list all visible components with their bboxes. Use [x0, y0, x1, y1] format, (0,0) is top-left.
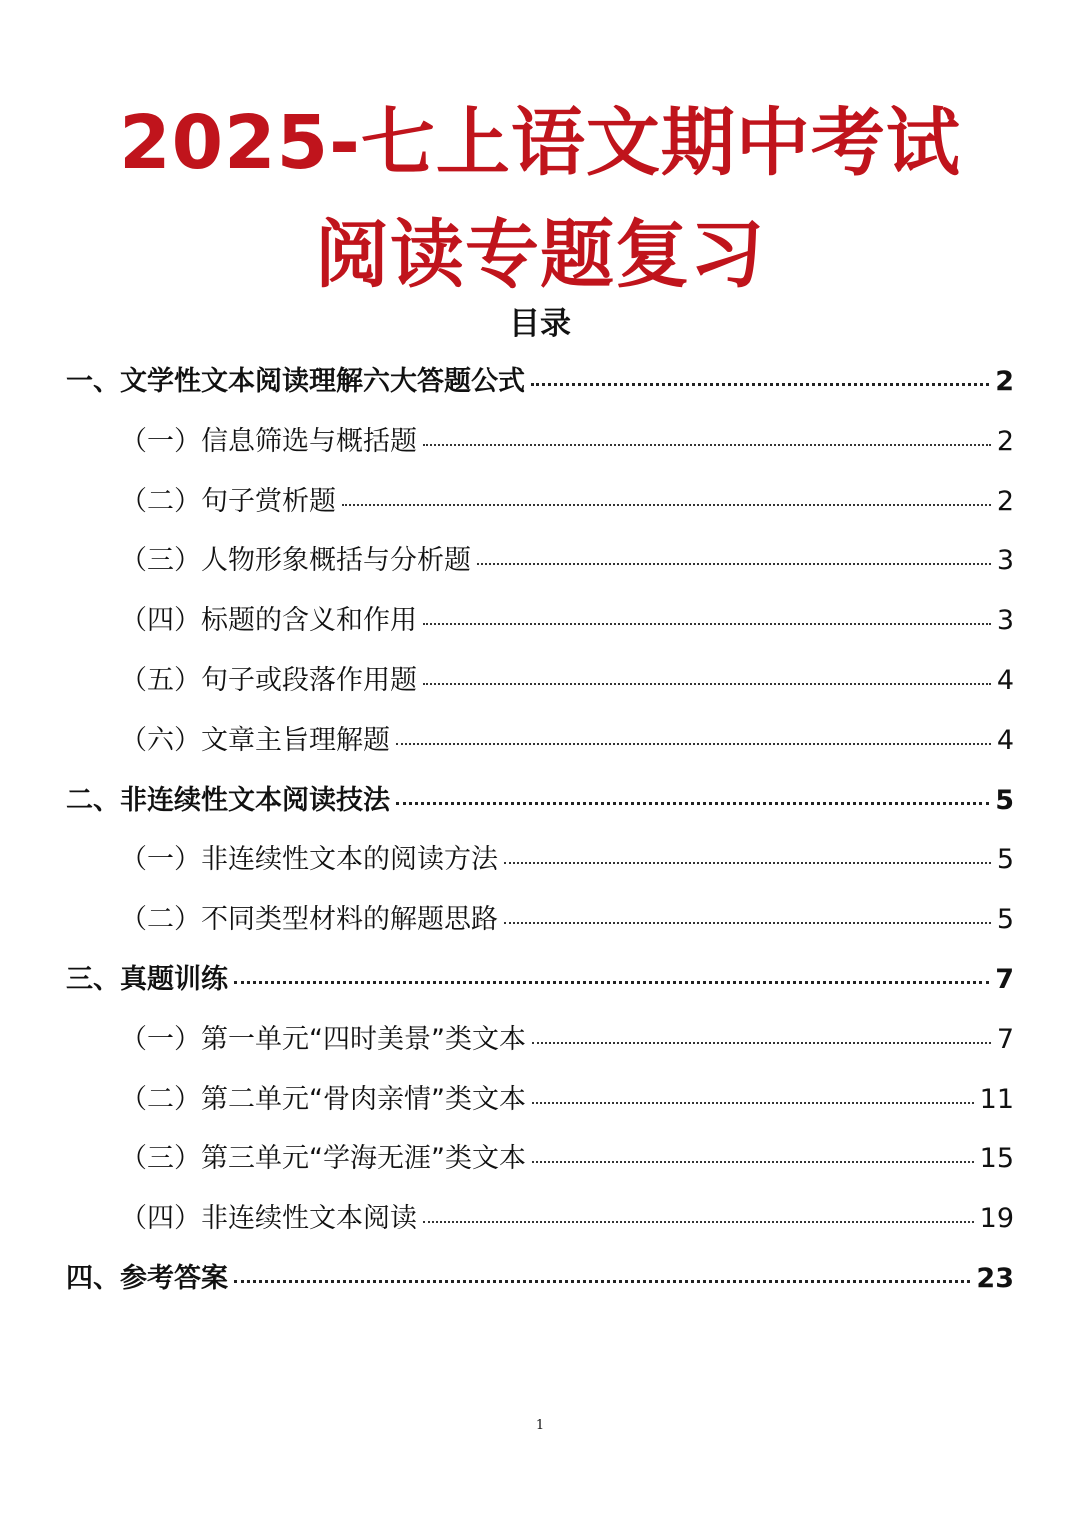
- toc-entry-text: （四）非连续性文本阅读: [120, 1203, 417, 1235]
- toc-entry-text: （二）第二单元“骨肉亲情”类文本: [120, 1083, 526, 1115]
- toc-entry-subsection[interactable]: [66, 830, 1014, 890]
- toc-entry-page: 7: [996, 1023, 1014, 1055]
- toc-entry-subsection[interactable]: [66, 531, 1014, 591]
- dot-leader: [234, 1280, 970, 1283]
- toc-entry-text: （三）第三单元“学海无涯”类文本: [120, 1143, 526, 1175]
- toc-entry-text: 一、文学性文本阅读理解六大答题公式: [66, 366, 525, 397]
- toc-entry-text: 四、参考答案: [66, 1262, 228, 1294]
- toc-entry-section-4[interactable]: [66, 1249, 1014, 1309]
- dot-leader: [504, 922, 991, 924]
- dot-leader: [423, 1221, 974, 1223]
- dot-leader: [531, 383, 989, 386]
- toc-entry-page: 5: [996, 844, 1014, 876]
- dot-leader: [234, 981, 989, 984]
- toc-entry-page: 2: [996, 485, 1014, 517]
- toc-entry-page: 5: [996, 904, 1014, 936]
- dot-leader: [532, 1161, 974, 1163]
- toc-entry-text: 三、真题训练: [66, 963, 228, 995]
- toc-entry-page: 23: [976, 1262, 1014, 1294]
- toc-entry-page: 3: [996, 545, 1014, 577]
- toc-entry-page: 7: [995, 963, 1014, 995]
- toc-entry-section-1[interactable]: [66, 352, 1014, 412]
- dot-leader: [423, 683, 991, 685]
- toc-entry-text: （一）非连续性文本的阅读方法: [120, 844, 498, 876]
- toc-entry-page: 4: [996, 664, 1014, 696]
- toc-entry-text: （四）标题的含义和作用: [120, 605, 417, 637]
- toc-entry-section-3[interactable]: [66, 950, 1014, 1010]
- document-title-line-2: 阅读专题复习: [315, 212, 765, 298]
- document-title-line-1: 2025-七上语文期中考试: [119, 100, 961, 186]
- dot-leader: [396, 802, 989, 805]
- dot-leader: [532, 1042, 991, 1044]
- toc-heading: 目录: [509, 306, 571, 342]
- dot-leader: [423, 444, 991, 446]
- toc-entry-text: 二、非连续性文本阅读技法: [66, 784, 390, 816]
- dot-leader: [423, 623, 991, 625]
- toc-entry-page: 4: [996, 724, 1014, 756]
- toc-entry-section-2[interactable]: [66, 771, 1014, 831]
- toc-entry-page: 2: [996, 425, 1014, 457]
- toc-entry-subsection[interactable]: [66, 890, 1014, 950]
- toc-entry-page: 3: [996, 605, 1014, 637]
- toc-entry-page: 19: [979, 1203, 1014, 1235]
- toc-entry-text: （三）人物形象概括与分析题: [120, 545, 471, 577]
- toc-entry-text: （二）句子赏析题: [120, 485, 336, 517]
- toc-entry-text: （五）句子或段落作用题: [120, 664, 417, 696]
- toc-entry-subsection[interactable]: [66, 1010, 1014, 1070]
- toc-entry-subsection[interactable]: [66, 1070, 1014, 1130]
- toc-entry-text: （二）不同类型材料的解题思路: [120, 904, 498, 936]
- toc-entry-page: 15: [979, 1143, 1014, 1175]
- toc-entry-subsection[interactable]: [66, 591, 1014, 651]
- toc-entry-subsection[interactable]: [66, 412, 1014, 472]
- table-of-contents: [66, 352, 1014, 1309]
- toc-entry-text: （一）信息筛选与概括题: [120, 425, 417, 457]
- toc-entry-subsection[interactable]: [66, 1129, 1014, 1189]
- toc-entry-page: 5: [995, 784, 1014, 816]
- toc-entry-subsection[interactable]: [66, 472, 1014, 532]
- toc-entry-page: 2: [995, 366, 1014, 397]
- dot-leader: [342, 504, 991, 506]
- toc-entry-text: （一）第一单元“四时美景”类文本: [120, 1023, 526, 1055]
- dot-leader: [504, 862, 991, 864]
- toc-entry-subsection[interactable]: [66, 711, 1014, 771]
- dot-leader: [532, 1102, 974, 1104]
- toc-entry-subsection[interactable]: [66, 1189, 1014, 1249]
- page-number: 1: [535, 1418, 545, 1433]
- dot-leader: [477, 563, 991, 565]
- toc-entry-page: 11: [979, 1083, 1014, 1115]
- toc-entry-subsection[interactable]: [66, 651, 1014, 711]
- toc-entry-text: （六）文章主旨理解题: [120, 724, 390, 756]
- dot-leader: [396, 743, 991, 745]
